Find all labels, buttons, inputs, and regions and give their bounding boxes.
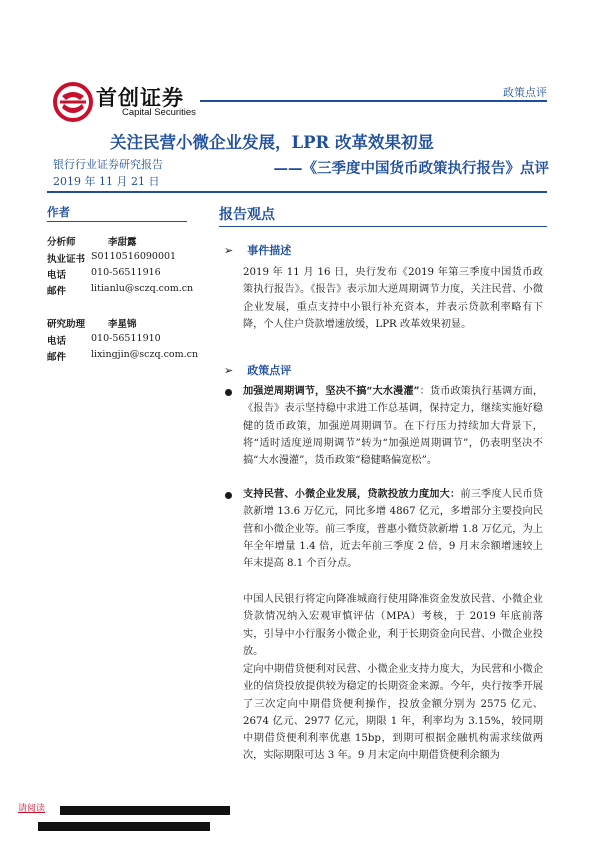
arrow-right-icon: ➢ (224, 244, 234, 257)
analyst-label: 分析师 (47, 237, 76, 248)
cert-number: S0110516090001 (91, 251, 177, 262)
analyst-row (47, 234, 76, 248)
event-paragraph: 2019 年 11 月 16 日，央行发布《2019 年第三季度中国货币政策执行报告》。《报告》表示加大逆周期调节力度，关注民营、小微企业发展，重点支持中小银行补充资本，并表示贷款利率略有下降，个人住户贷款增速放缓，LPR 改革效果初显。 (243, 267, 543, 330)
page-title: 关注民营小微企业发展，LPR 改革效果初显 (110, 133, 434, 152)
logo (52, 80, 196, 124)
bullet-paragraph-2 (243, 486, 543, 572)
logo-english-name: Capital Securities (122, 107, 196, 118)
email-link[interactable]: litianlu@sczq.com.cn (91, 283, 194, 294)
assistant-label: 研究助理 (47, 319, 86, 330)
paragraph-mpa: 中国人民银行将定向降准城商行使用降准资金发放民营、小微企业贷款情况纳入宏观审慎评估（MPA）考核，于 2019 年底前落实，引导中小行服务小微企业，利于长期资金向民营、小微企业投放。 (243, 594, 543, 657)
footer-notice-link[interactable]: 请阅读 (18, 803, 46, 813)
phone-label: 电话 (47, 270, 67, 281)
bullet-2-lead: 支持民营、小微企业发展，贷款投放力度加大： (243, 488, 461, 500)
title-rule (47, 191, 547, 193)
capital-securities-logo-icon (52, 82, 94, 122)
cert-label: 执业证书 (47, 254, 86, 265)
report-type-label: 政策点评 (503, 87, 547, 99)
event-heading: ➢ 事件描述 (224, 244, 292, 257)
bullet-2-text: 前三季度人民币贷款新增 13.6 万亿元，同比多增 4867 亿元，多增部分主要投向民营和小微企业等。前三季度，普惠小微贷款新增 1.8 万亿元，为上年全年增量 1.4 倍，近去年前三季度 2 倍，9 月末余额增速较上年末提高 8.1 个百分点。 (243, 489, 543, 570)
section-rule (219, 226, 547, 227)
logo-chinese-name: 首创证券 (96, 85, 184, 110)
phone2-number: 010-56511910 (91, 333, 161, 344)
phone-number: 010-56511916 (91, 267, 161, 278)
report-date: 2019 年 11 月 21 日 (53, 175, 160, 188)
analyst-name: 李甜露 (108, 237, 137, 248)
header-rule (200, 100, 547, 102)
bullet-1-lead: 加强逆周期调节，坚决不搞“大水漫灌” (243, 385, 420, 397)
authors-rule (47, 221, 187, 222)
assistant-name: 李星锦 (108, 319, 137, 330)
bullet-icon (225, 389, 232, 396)
bullet-paragraph-1 (243, 383, 543, 469)
email2-label: 邮件 (47, 352, 67, 363)
section-title: 报告观点 (219, 207, 275, 223)
authors-heading: 作者 (47, 205, 70, 219)
footer-redaction-bar (38, 822, 210, 831)
email-label: 邮件 (47, 286, 67, 297)
email2-link[interactable]: lixingjin@sczq.com.cn (91, 349, 199, 360)
page-subtitle: ——《三季度中国货币政策执行报告》点评 (273, 160, 549, 177)
footer-redaction-bar (60, 806, 230, 815)
arrow-right-icon: ➢ (224, 364, 234, 377)
phone2-label: 电话 (47, 336, 67, 347)
research-group: 银行行业证券研究报告 (53, 158, 163, 171)
bullet-1-text: ：货币政策执行基调方面，《报告》表示坚持稳中求进工作总基调，保持定力，继续实施好稳健的货币政策，加强逆周期调节。在下行压力持续加大背景下，将“适时适度逆周期调节”转为“加强逆周期调节”，仍表明坚决不搞“大水漫灌”，货币政策“稳健略偏宽松”。 (243, 386, 544, 467)
bullet-icon (225, 492, 232, 499)
comment-heading: ➢ 政策点评 (224, 364, 292, 377)
paragraph-tmlf: 定向中期借贷便利对民营、小微企业支持力度大，为民营和小微企业的信贷投放提供较为稳定的长期资金来源。今年，央行按季开展了三次定向中期借贷便利操作，投放金额分别为 2575 亿元、2674 亿元、2977 亿元，期限 1 年，利率均为 3.15%，较同期中期借贷便利利率优惠 15bp，到期可根据金融机构需求续做两次，实际期限可达 3 年。9 月末定向中期借贷便利余额为 (243, 664, 543, 762)
